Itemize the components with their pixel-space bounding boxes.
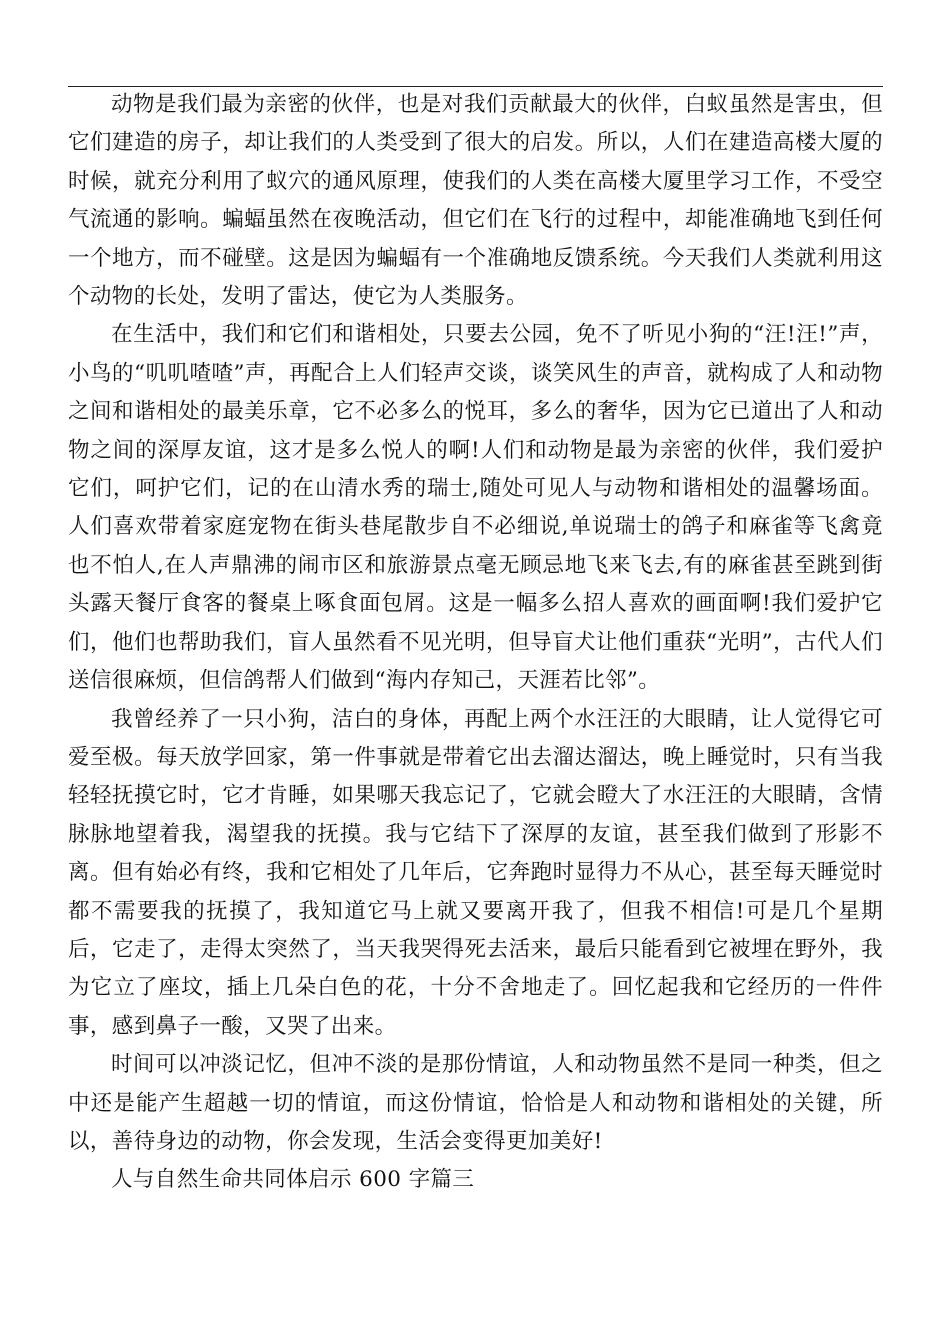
next-section-heading: 人与自然生命共同体启示 600 字篇三 <box>111 1167 475 1193</box>
document-body <box>68 86 883 1200</box>
document-page <box>68 0 883 1344</box>
paragraph-animals-contribution: 动物是我们最为亲密的伙伴，也是对我们贡献最大的伙伴，白蚁虽然是害虫，但它们建造的房子，却让我们的人类受到了很大的启发。所以，人们在建造高楼大厦的时候，就充分利用了蚁穴的通风原理，使我们的人类在高楼大厦里学习工作，不受空气流通的影响。蝙蝠虽然在夜晚活动，但它们在飞行的过程中，却能准确地飞到任何一个地方，而不碰壁。这是因为蝙蝠有一个准确地反馈系统。今天我们人类就利用这个动物的长处，发明了雷达，使它为人类服务。 <box>68 92 883 310</box>
paragraph-conclusion: 时间可以冲淡记忆，但冲不淡的是那份情谊，人和动物虽然不是同一种类，但之中还是能产生超越一切的情谊，而这份情谊，恰恰是人和动物和谐相处的关键，所以，善待身边的动物，你会发现，生活会变得更加美好! <box>68 1052 883 1154</box>
paragraph-harmony-life: 在生活中，我们和它们和谐相处，只要去公园，免不了听见小狗的“汪!汪!”声，小鸟的“叽叽喳喳”声，再配合上人们轻声交谈，谈笑风生的声音，就构成了人和动物之间和谐相处的最美乐章，它不必多么的悦耳，多么的奢华，因为它已道出了人和动物之间的深厚友谊，这才是多么悦人的啊!人们和动物是最为亲密的伙伴，我们爱护它们，呵护它们，记的在山清水秀的瑞士,随处可见人与动物和谐相处的温馨场面。人们喜欢带着家庭宠物在街头巷尾散步自不必细说,单说瑞士的鸽子和麻雀等飞禽竟也不怕人,在人声鼎沸的闹市区和旅游景点毫无顾忌地飞来飞去,有的麻雀甚至跳到街头露天餐厅食客的餐桌上啄食面包屑。这是一幅多么招人喜欢的画面啊!我们爱护它们，他们也帮助我们，盲人虽然看不见光明，但导盲犬让他们重获“光明”，古代人们送信很麻烦，但信鸽帮人们做到“海内存知己，天涯若比邻”。 <box>68 322 883 694</box>
paragraph-my-dog: 我曾经养了一只小狗，洁白的身体，再配上两个水汪汪的大眼睛，让人觉得它可爱至极。每天放学回家，第一件事就是带着它出去溜达溜达，晚上睡觉时，只有当我轻轻抚摸它时，它才肯睡，如果哪天我忘记了，它就会瞪大了水汪汪的大眼睛，含情脉脉地望着我，渴望我的抚摸。我与它结下了深厚的友谊，甚至我们做到了形影不离。但有始必有终，我和它相处了几年后，它奔跑时显得力不从心，甚至每天睡觉时都不需要我的抚摸了，我知道它马上就又要离开我了，但我不相信!可是几个星期后，它走了，走得太突然了，当天我哭得死去活来，最后只能看到它被埋在野外，我为它立了座坟，插上几朵白色的花，十分不舍地走了。回忆起我和它经历的一件件事，感到鼻子一酸，又哭了出来。 <box>68 706 883 1039</box>
